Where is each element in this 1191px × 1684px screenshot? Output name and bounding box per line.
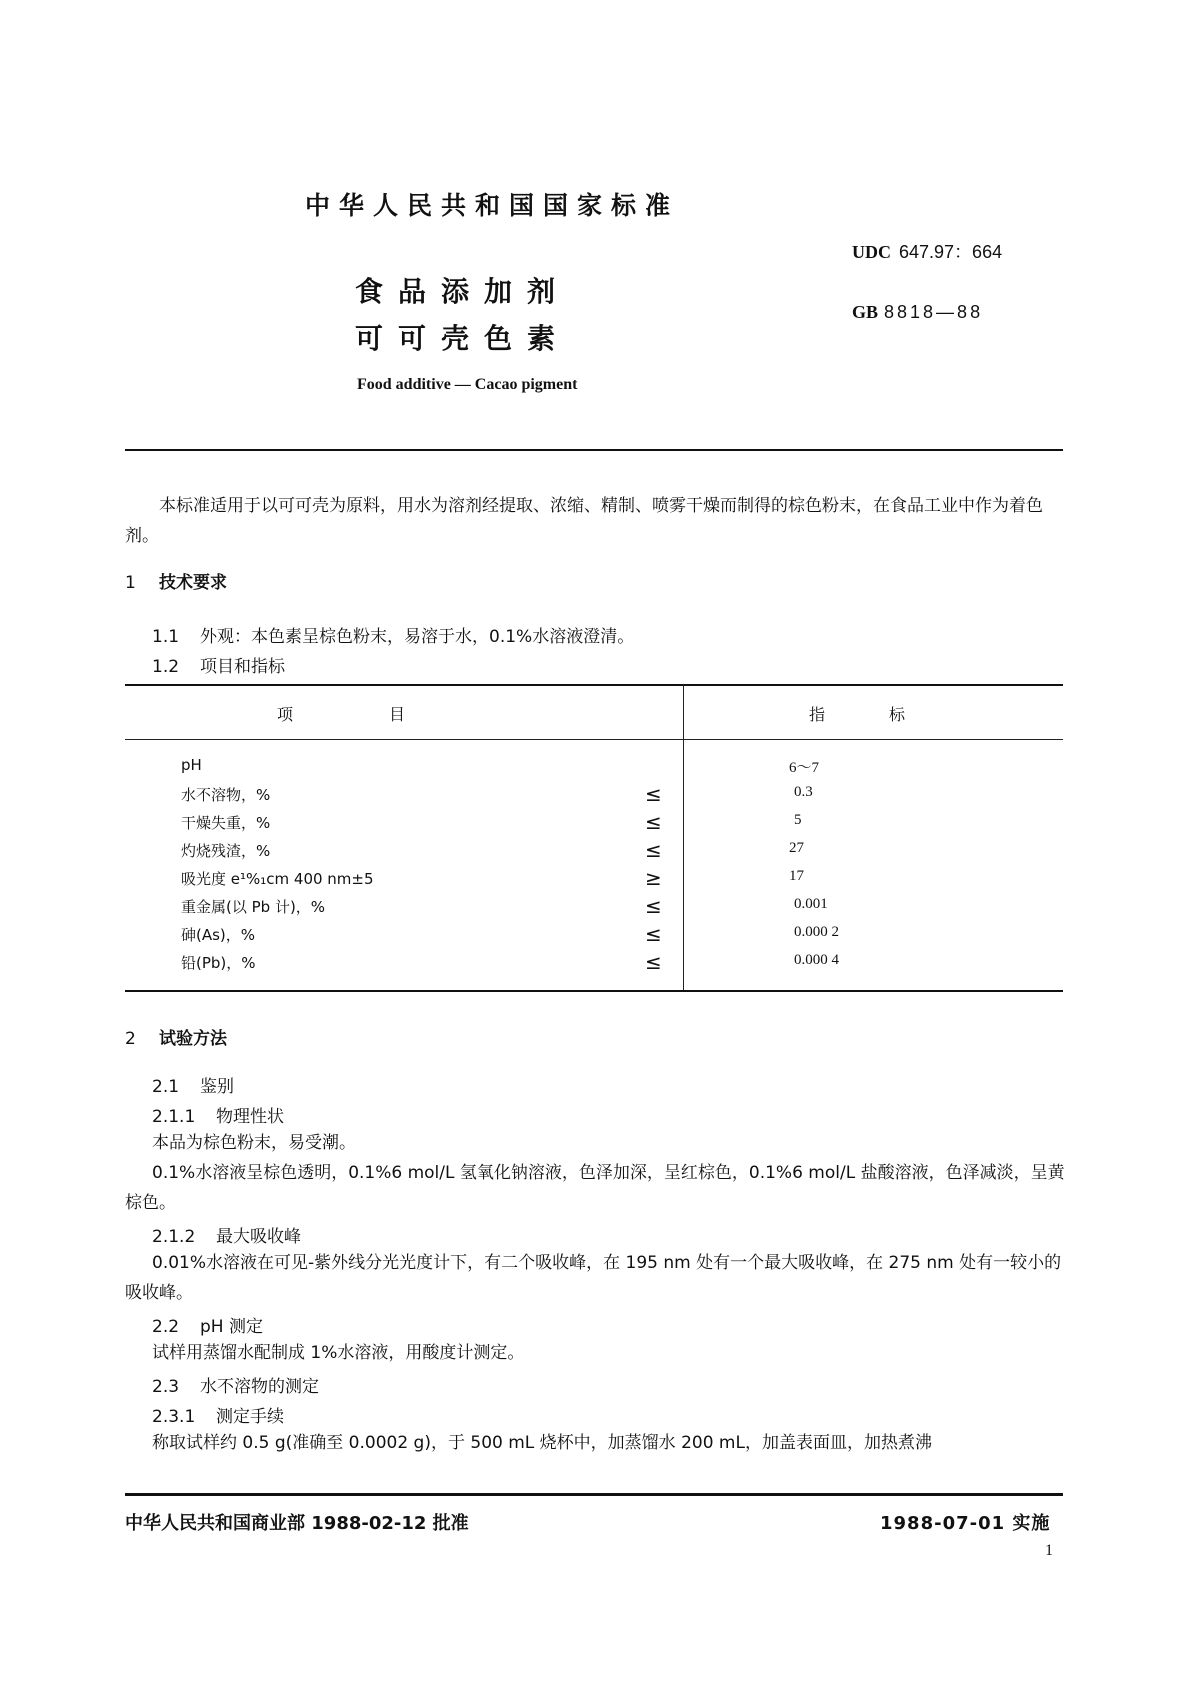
clause-text: 测定手续 xyxy=(216,1407,284,1427)
section-number: 1 xyxy=(125,573,136,593)
table-row xyxy=(125,756,1063,784)
paragraph-2-3-1: 称取试样约 0.5 g(准确至 0.0002 g)，于 500 mL 烧杯中，加蒸馏水 200 mL，加盖表面皿，加热煮沸 xyxy=(152,1433,932,1453)
row-value: 6～7 xyxy=(789,760,820,776)
table-row xyxy=(125,812,1063,840)
paragraph-2-1-1-b: 0.1%水溶液呈棕色透明，0.1%6 mol/L 氢氧化钠溶液，色泽加深，呈红棕色，0.1%6 mol/L 盐酸溶液，色泽减淡，呈黄棕色。 xyxy=(125,1163,1065,1213)
implementation-line: 1988-07-01 实施 xyxy=(880,1513,1051,1534)
clause-text: 外观：本色素呈棕色粉末，易溶于水，0.1%水溶液澄清。 xyxy=(200,627,635,647)
approval-line: 中华人民共和国商业部 1988-02-12 批准 xyxy=(125,1513,469,1534)
table-header-spec: 指 标 xyxy=(809,705,906,724)
row-operator: ≤ xyxy=(645,838,662,862)
row-operator: ≥ xyxy=(645,866,662,890)
row-item: 重金属(以 Pb 计)，% xyxy=(181,898,326,916)
clause-number: 2.1 xyxy=(152,1077,180,1097)
table-bottom-rule xyxy=(125,990,1063,992)
row-operator: ≤ xyxy=(645,782,662,806)
footer-divider xyxy=(125,1493,1063,1496)
spec-table xyxy=(125,684,1063,994)
clause-text: 物理性状 xyxy=(216,1107,284,1127)
table-row xyxy=(125,952,1063,980)
table-top-rule xyxy=(125,684,1063,686)
clause-1-1 xyxy=(152,622,634,647)
clause-text: 鉴别 xyxy=(200,1077,234,1097)
clause-2-1-1 xyxy=(152,1102,284,1127)
row-value: 0.000 2 xyxy=(794,924,839,940)
paragraph-2-1-1-a: 本品为棕色粉末，易受潮。 xyxy=(152,1133,356,1153)
clause-text: 最大吸收峰 xyxy=(216,1227,301,1247)
row-value: 5 xyxy=(794,812,802,828)
clause-number: 2.3 xyxy=(152,1377,180,1397)
standard-header: 中华人民共和国国家标准 xyxy=(305,191,680,220)
gb-code xyxy=(852,302,983,323)
table-header-rule xyxy=(125,739,1063,740)
clause-number: 2.3.1 xyxy=(152,1407,196,1427)
row-item: 干燥失重，% xyxy=(181,814,271,832)
clause-2-1 xyxy=(152,1072,234,1097)
row-operator: ≤ xyxy=(645,810,662,834)
clause-1-2 xyxy=(152,652,285,677)
clause-2-3-1 xyxy=(152,1402,284,1427)
clause-text: 项目和指标 xyxy=(200,657,285,677)
clause-2-2 xyxy=(152,1312,263,1337)
table-row xyxy=(125,868,1063,896)
clause-text: pH 测定 xyxy=(200,1317,263,1337)
row-operator: ≤ xyxy=(645,922,662,946)
table-row xyxy=(125,840,1063,868)
row-item: 铅(Pb)，% xyxy=(181,954,256,972)
gb-label: GB xyxy=(852,302,879,322)
row-value: 27 xyxy=(789,840,804,856)
gb-value: 8818—88 xyxy=(884,302,984,322)
clause-number: 2.2 xyxy=(152,1317,180,1337)
clause-number: 1.1 xyxy=(152,627,180,647)
document-title-line2: 可可壳色素 xyxy=(355,322,571,355)
udc-code xyxy=(852,238,1002,264)
row-item: 砷(As)，% xyxy=(181,926,256,944)
udc-label: UDC xyxy=(852,242,891,262)
clause-text: 水不溶物的测定 xyxy=(200,1377,319,1397)
table-header-item: 项 目 xyxy=(277,705,406,724)
udc-value: 647.97：664 xyxy=(899,242,1003,262)
table-row xyxy=(125,924,1063,952)
section-title: 技术要求 xyxy=(159,573,227,593)
clause-number: 2.1.1 xyxy=(152,1107,196,1127)
paragraph-2-2: 试样用蒸馏水配制成 1%水溶液，用酸度计测定。 xyxy=(152,1343,525,1363)
row-item: 水不溶物，% xyxy=(181,786,271,804)
clause-2-3 xyxy=(152,1372,319,1397)
row-value: 0.000 4 xyxy=(794,952,839,968)
row-operator: ≤ xyxy=(645,950,662,974)
document-title-line1: 食品添加剂 xyxy=(355,275,571,308)
section-2-heading xyxy=(125,1024,227,1049)
clause-2-1-2 xyxy=(152,1222,301,1247)
table-row xyxy=(125,784,1063,812)
row-value: 0.001 xyxy=(794,896,828,912)
section-title: 试验方法 xyxy=(159,1029,227,1049)
row-item: 灼烧残渣，% xyxy=(181,842,271,860)
clause-number: 1.2 xyxy=(152,657,180,677)
row-item: pH xyxy=(181,756,202,774)
clause-number: 2.1.2 xyxy=(152,1227,196,1247)
intro-paragraph: 本标准适用于以可可壳为原料，用水为溶剂经提取、浓缩、精制、喷雾干燥而制得的棕色粉末，在食品工业中作为着色剂。 xyxy=(125,496,1043,546)
row-item: 吸光度 e¹%₁cm 400 nm±5 xyxy=(181,870,374,888)
section-1-heading xyxy=(125,568,227,593)
section-number: 2 xyxy=(125,1029,136,1049)
row-value: 17 xyxy=(789,868,804,884)
row-operator: ≤ xyxy=(645,894,662,918)
header-divider xyxy=(125,449,1063,451)
page-number: 1 xyxy=(1045,1542,1053,1559)
english-title: Food additive — Cacao pigment xyxy=(357,376,578,393)
paragraph-2-1-2: 0.01%水溶液在可见-紫外线分光光度计下，有二个吸收峰，在 195 nm 处有一个最大吸收峰，在 275 nm 处有一较小的吸收峰。 xyxy=(125,1253,1062,1303)
row-value: 0.3 xyxy=(794,784,813,800)
table-row xyxy=(125,896,1063,924)
